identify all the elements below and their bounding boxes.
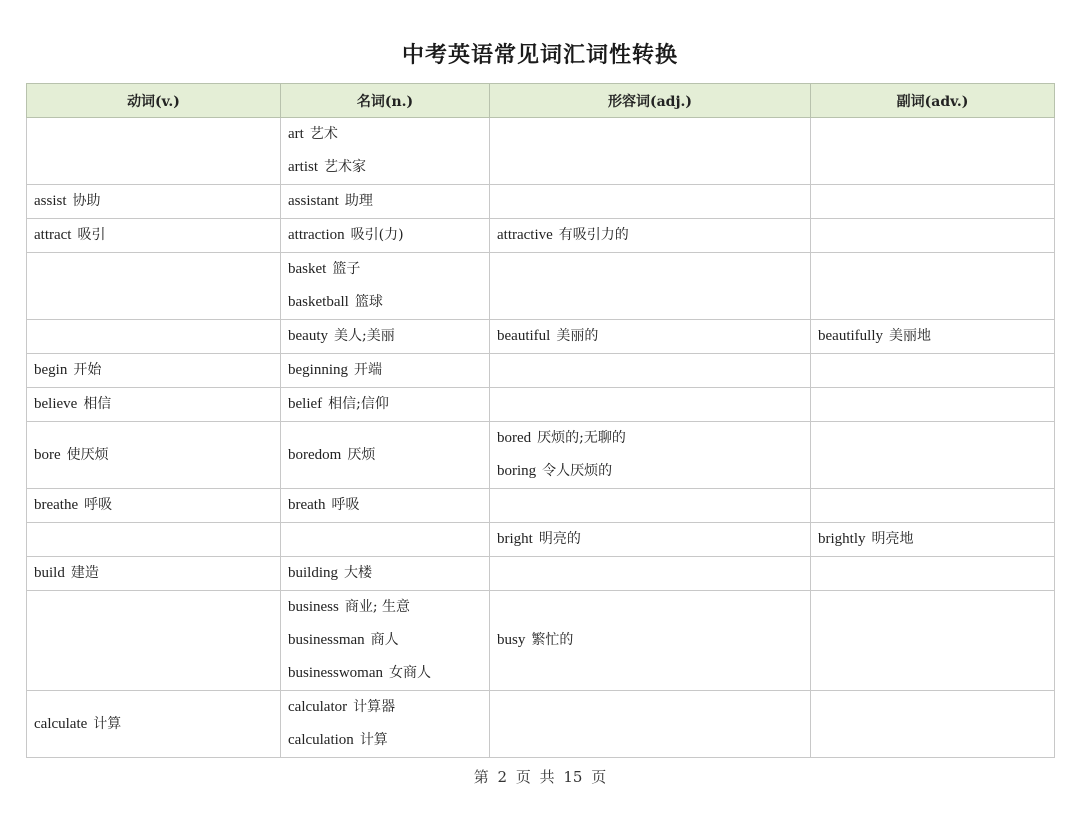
table-body (27, 118, 1055, 758)
verb-cell (27, 185, 281, 219)
english-word: art (288, 126, 304, 142)
word-entry (288, 185, 482, 218)
page-number: 第 2 页 共 15 页 (473, 768, 607, 786)
chinese-meaning: 计算 (93, 715, 122, 732)
header-adjective: 形容词(adj.) (490, 84, 811, 118)
word-entry (34, 489, 273, 522)
table-row (27, 523, 1055, 557)
table-row (27, 219, 1055, 253)
word-entry (288, 439, 482, 472)
adverb-cell (811, 253, 1055, 320)
adjective-cell (490, 320, 811, 354)
english-word: basketball (288, 294, 349, 310)
adverb-cell (811, 691, 1055, 758)
chinese-meaning: 计算 (359, 732, 388, 748)
english-word: breathe (34, 497, 79, 513)
verb-cell (27, 320, 281, 354)
verb-cell (27, 489, 281, 523)
english-word: bright (497, 531, 533, 547)
word-entry (497, 455, 803, 488)
page-title: 中考英语常见词汇词性转换 (401, 42, 678, 68)
table-row (27, 557, 1055, 591)
english-word: beauty (288, 328, 328, 344)
adverb-cell (811, 523, 1055, 557)
adjective-cell (490, 691, 811, 758)
word-entry (34, 185, 273, 218)
english-word: build (34, 565, 65, 581)
english-word: artist (288, 159, 318, 175)
word-entry (288, 691, 482, 724)
chinese-meaning: 建造 (70, 565, 99, 581)
chinese-meaning: 有吸引力的 (558, 227, 629, 243)
english-word: breath (288, 497, 326, 513)
word-entry (497, 219, 803, 252)
noun-cell (281, 422, 490, 489)
table-row (27, 253, 1055, 320)
word-entry (497, 320, 803, 353)
adverb-cell (811, 118, 1055, 185)
adverb-cell (811, 557, 1055, 591)
word-entry (497, 523, 803, 556)
chinese-meaning: 吸引 (77, 227, 106, 243)
word-entry (288, 354, 482, 387)
noun-cell (281, 523, 490, 557)
word-entry (288, 724, 482, 757)
noun-cell (281, 591, 490, 691)
adjective-cell (490, 253, 811, 320)
noun-cell (281, 253, 490, 320)
word-entry (288, 557, 482, 590)
chinese-meaning: 篮球 (354, 294, 383, 310)
adjective-cell (490, 219, 811, 253)
noun-cell (281, 185, 490, 219)
noun-cell (281, 388, 490, 422)
adverb-cell (811, 388, 1055, 422)
word-entry (288, 388, 482, 421)
chinese-meaning: 厌烦 (347, 446, 376, 463)
table-row (27, 489, 1055, 523)
chinese-meaning: 美丽地 (888, 328, 931, 344)
verb-cell (27, 557, 281, 591)
verb-cell (27, 219, 281, 253)
english-word: busy (497, 632, 526, 648)
table-row (27, 185, 1055, 219)
english-word: beautiful (497, 328, 551, 344)
chinese-meaning: 使厌烦 (66, 446, 109, 463)
word-entry (34, 708, 273, 741)
word-entry (288, 219, 482, 252)
verb-cell (27, 354, 281, 388)
adverb-cell (811, 422, 1055, 489)
english-word: assistant (288, 193, 339, 209)
adverb-cell (811, 219, 1055, 253)
adjective-cell (490, 118, 811, 185)
chinese-meaning: 开始 (73, 362, 102, 378)
chinese-meaning: 艺术家 (324, 159, 366, 175)
english-word: assist (34, 193, 67, 209)
noun-cell (281, 557, 490, 591)
word-entry (288, 657, 482, 690)
adverb-cell (811, 354, 1055, 388)
chinese-meaning: 相信;信仰 (328, 396, 389, 412)
english-word: calculate (34, 715, 88, 732)
noun-cell (281, 354, 490, 388)
english-word: bore (34, 446, 61, 463)
word-entry (288, 253, 482, 286)
english-word: brightly (818, 531, 866, 547)
noun-cell (281, 320, 490, 354)
header-verb: 动词(v.) (27, 84, 281, 118)
adjective-cell (490, 354, 811, 388)
english-word: boredom (288, 446, 342, 463)
adjective-cell (490, 489, 811, 523)
adjective-cell (490, 523, 811, 557)
table-row (27, 388, 1055, 422)
chinese-meaning: 厌烦的;无聊的 (537, 430, 626, 446)
english-word: attraction (288, 227, 345, 243)
chinese-meaning: 协助 (72, 193, 101, 209)
chinese-meaning: 吸引(力) (350, 227, 404, 243)
english-word: begin (34, 362, 68, 378)
chinese-meaning: 明亮地 (871, 531, 914, 547)
adverb-cell (811, 185, 1055, 219)
english-word: attractive (497, 227, 553, 243)
verb-cell (27, 253, 281, 320)
english-word: belief (288, 396, 323, 412)
table-header-row (27, 84, 1055, 118)
noun-cell (281, 489, 490, 523)
english-word: businessman (288, 632, 365, 648)
table-row (27, 422, 1055, 489)
chinese-meaning: 明亮的 (538, 531, 581, 547)
word-entry (497, 422, 803, 455)
word-entry (288, 591, 482, 624)
verb-cell (27, 422, 281, 489)
adjective-cell (490, 388, 811, 422)
word-entry (34, 439, 273, 472)
verb-cell (27, 591, 281, 691)
adverb-cell (811, 320, 1055, 354)
chinese-meaning: 呼吸 (331, 497, 360, 513)
header-noun: 名词(n.) (281, 84, 490, 118)
english-word: calculator (288, 699, 348, 715)
header-adverb: 副词(adv.) (811, 84, 1055, 118)
word-entry (34, 354, 273, 387)
table-row (27, 320, 1055, 354)
table-row (27, 118, 1055, 185)
word-entry (288, 151, 482, 184)
word-entry (288, 286, 482, 319)
english-word: believe (34, 396, 78, 412)
word-entry (34, 219, 273, 252)
word-entry (34, 557, 273, 590)
noun-cell (281, 691, 490, 758)
word-entry (288, 320, 482, 353)
verb-cell (27, 691, 281, 758)
table-row (27, 591, 1055, 691)
verb-cell (27, 523, 281, 557)
chinese-meaning: 繁忙的 (531, 632, 574, 648)
english-word: businesswoman (288, 665, 383, 681)
vocabulary-table (26, 83, 1055, 758)
verb-cell (27, 388, 281, 422)
chinese-meaning: 大楼 (344, 565, 373, 581)
adverb-cell (811, 591, 1055, 691)
adjective-cell (490, 422, 811, 489)
chinese-meaning: 艺术 (309, 126, 338, 142)
chinese-meaning: 开端 (354, 362, 382, 378)
table-row (27, 691, 1055, 758)
table-row (27, 354, 1055, 388)
english-word: building (288, 565, 339, 581)
chinese-meaning: 商人 (370, 632, 399, 648)
adjective-cell (490, 557, 811, 591)
chinese-meaning: 呼吸 (84, 497, 113, 513)
word-entry (288, 489, 482, 522)
verb-cell (27, 118, 281, 185)
word-entry (497, 624, 803, 657)
chinese-meaning: 计算器 (353, 699, 396, 715)
english-word: basket (288, 261, 327, 277)
chinese-meaning: 令人厌烦的 (542, 463, 613, 479)
chinese-meaning: 相信 (83, 396, 112, 412)
chinese-meaning: 美丽的 (556, 328, 599, 344)
english-word: bored (497, 430, 532, 446)
english-word: beginning (288, 362, 348, 378)
adjective-cell (490, 185, 811, 219)
word-entry (288, 624, 482, 657)
chinese-meaning: 助理 (344, 193, 373, 209)
chinese-meaning: 篮子 (332, 261, 361, 277)
chinese-meaning: 女商人 (389, 665, 431, 681)
word-entry (288, 118, 482, 151)
english-word: calculation (288, 732, 354, 748)
word-entry (818, 523, 1047, 556)
chinese-meaning: 商业; 生意 (344, 599, 411, 615)
noun-cell (281, 219, 490, 253)
word-entry (34, 388, 273, 421)
english-word: attract (34, 227, 72, 243)
english-word: beautifully (818, 328, 883, 344)
chinese-meaning: 美人;美丽 (333, 328, 395, 344)
adjective-cell (490, 591, 811, 691)
adverb-cell (811, 489, 1055, 523)
english-word: business (288, 599, 339, 615)
noun-cell (281, 118, 490, 185)
english-word: boring (497, 463, 537, 479)
word-entry (818, 320, 1047, 353)
